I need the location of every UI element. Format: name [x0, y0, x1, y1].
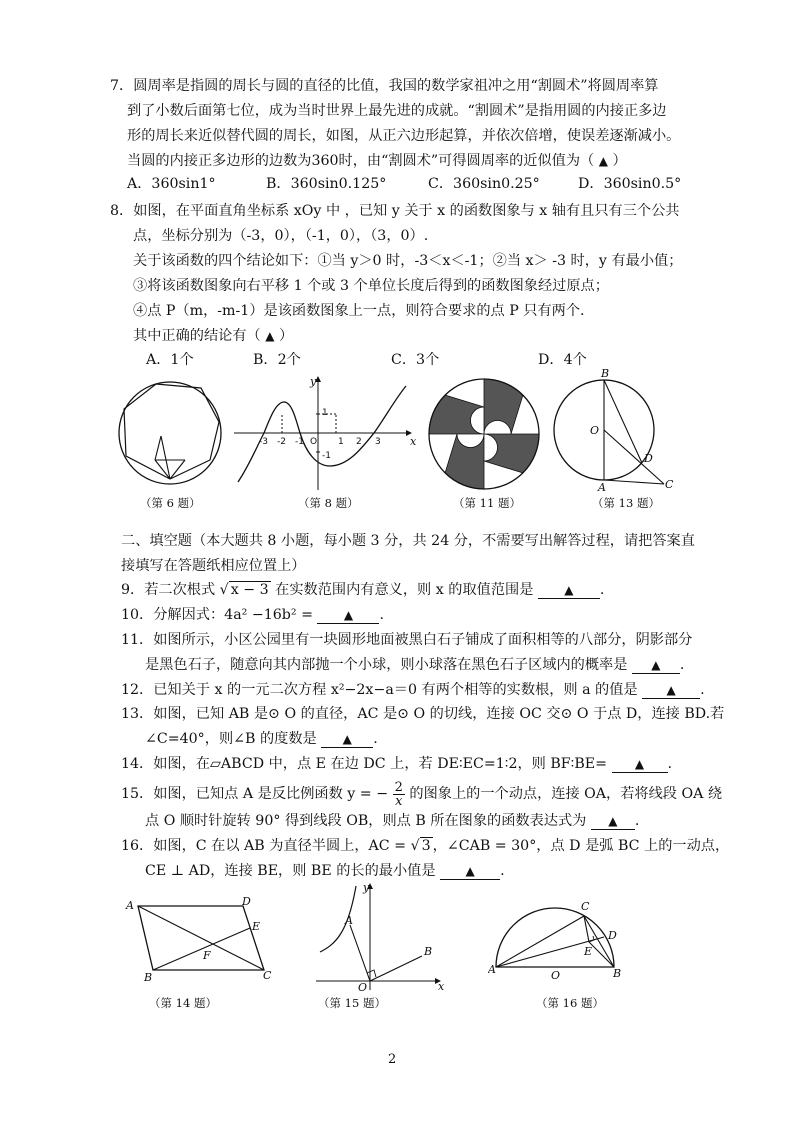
caption-fig6: （第 6 题） [140, 496, 201, 510]
q16-line1 [121, 836, 729, 856]
q8-line2: 点，坐标分别为（-3，0），（-1，0），（3，0）. [133, 228, 429, 244]
fig6-polygon [124, 384, 219, 479]
caption-fig14: （第 14 题） [149, 996, 217, 1010]
fig15-label-x: x [438, 980, 445, 993]
answer-mark: ▲ [342, 732, 352, 746]
section2-heading-line2: 接填写在答题纸相应位置上） [121, 558, 306, 574]
q13-answer-blank[interactable] [321, 731, 373, 748]
figure-11 [428, 378, 540, 490]
caption-fig11: （第 11 题） [453, 496, 521, 510]
fig8-tick-label: 1 [338, 437, 344, 447]
fig14-label-b: B [144, 971, 153, 984]
q7-line2: 到了小数后面第七位，成为当时世界上最先进的成就。“割圆术”是指用圆的内接正多边 [127, 103, 667, 119]
fig6-side [155, 436, 161, 460]
fig16-label-d: D [608, 929, 617, 942]
q9-line: 9．若二次根式 √ x − 3 在实数范围内有意义，则 x 的取值范围是 ▲ . [121, 582, 605, 598]
fig16-label-e: E [584, 945, 593, 958]
fig13-label-o: O [590, 424, 600, 437]
q8-paren-close: ） [278, 328, 294, 344]
fig6-side [170, 460, 185, 479]
fig14-label-e: E [252, 920, 261, 933]
fig14-label-d: D [242, 895, 251, 908]
q8-line3: 关于该函数的四个结论如下：①当 y＞0 时，-3＜x＜-1；②当 x＞ -3 时，y 有最小值； [133, 253, 683, 269]
fig14-label-f: F [203, 949, 211, 962]
fig14-line-be [153, 928, 250, 970]
figure-15 [314, 880, 454, 993]
fig11-pinwheel [429, 379, 539, 489]
fig13-tangent-ac [604, 480, 664, 484]
q15-pre: 15．如图，已知点 A 是反比例函数 y = − [121, 786, 389, 802]
fig8-x-label: x [410, 435, 416, 448]
figure-8 [230, 374, 416, 494]
q8-line1: 8．如图，在平面直角坐标系 xOy 中 ，已知 y 关于 x 的函数图象与 x 轴有且只有三个公共 [110, 203, 680, 219]
q16-answer-blank[interactable] [440, 863, 500, 880]
fig15-label-y: y [363, 881, 370, 894]
q15-text: 点 O 顺时针旋转 90° 得到线段 OB，则点 B 所在图象的函数表达式为 [145, 813, 587, 829]
fig11-black-sector [445, 434, 484, 489]
fig13-line-oc [604, 430, 664, 484]
q10-line: 10．分解因式：4a² −16b² = ▲ . [121, 607, 384, 623]
fraction-denominator: x [395, 793, 403, 809]
q16-post: ，∠CAB = 30°，点 D 是弧 BC 上的一动点， [432, 838, 730, 854]
q7-option-c: C．360sin0.25° [428, 176, 540, 192]
answer-mark: ▲ [634, 757, 645, 771]
fig8-tick-label: -1 [295, 437, 304, 447]
q9-pre: 9．若二次根式 [121, 582, 216, 598]
answer-mark: ▲ [666, 683, 676, 697]
q15-answer-blank[interactable] [591, 813, 635, 830]
q10-answer-blank[interactable] [317, 607, 379, 624]
fig8-tick-label: -3 [259, 437, 268, 447]
q13-line1: 13．如图，已知 AB 是⊙ O 的直径，AC 是⊙ O 的切线，连接 OC 交⊙ O 于点 D，连接 BD.若 [121, 706, 725, 722]
q11-line2: 是黑色石子，随意向其内部抛一个小球，则小球落在黑色石子区域内的概率是 ▲ . [145, 657, 685, 673]
fig14-label-a: A [126, 899, 134, 912]
q8-line4: ③将该函数图象向右平移 1 个或 3 个单位长度后得到的函数图象经过原点； [133, 278, 609, 294]
q8-option-b: B．2个 [253, 352, 301, 368]
q15-line2: 点 O 顺时针旋转 90° 得到线段 OB，则点 B 所在图象的函数表达式为 ▲ . [145, 813, 640, 829]
fig15-label-b: B [424, 945, 433, 958]
q7-line4 [127, 151, 627, 171]
q13-line2: ∠C=40°，则∠B 的度数是 ▲ . [145, 731, 378, 747]
figure-14 [118, 895, 283, 987]
answer-mark: ▲ [465, 864, 475, 878]
fig11-black-sector [484, 434, 539, 473]
figure-16 [488, 895, 628, 987]
fig16-label-a: A [488, 963, 496, 976]
q15-post: 的图象上的一个动点，连接 OA，若将线段 OA 绕 [409, 786, 723, 802]
fig16-label-b: B [613, 967, 622, 980]
q8-option-a: A．1个 [146, 352, 194, 368]
answer-mark: ▲ [343, 608, 354, 622]
fraction-numerator: 2 [394, 779, 403, 795]
fig8-tick-label: -1 [322, 451, 331, 461]
q7-option-b: B．360sin0.125° [266, 176, 387, 192]
q9-post: 在实数范围内有意义，则 x 的取值范围是 [275, 582, 534, 598]
q16-line2: CE ⊥ AD，连接 BE，则 BE 的长的最小值是 ▲ . [145, 863, 505, 879]
q14-answer-blank[interactable] [612, 756, 668, 773]
q10-text: 10．分解因式：4a² −16b² = [121, 607, 313, 623]
q7-paren-close: ） [612, 153, 627, 169]
q15-line1 [121, 780, 722, 808]
caption-fig15: （第 15 题） [318, 996, 386, 1010]
fig13-label-d: D [644, 452, 653, 465]
caption-fig13: （第 13 题） [592, 496, 660, 510]
q9-answer-blank[interactable] [538, 582, 600, 599]
figure-13 [552, 366, 677, 494]
fig11-black-sector [429, 395, 484, 434]
fig13-label-a: A [598, 481, 606, 494]
fig13-label-c: C [665, 478, 674, 491]
answer-mark: ▲ [598, 154, 608, 168]
answer-mark: ▲ [564, 583, 574, 597]
fig14-diagonal-ac [138, 906, 264, 970]
fig8-tick-label: 1 [322, 408, 328, 418]
fraction [393, 781, 405, 808]
page-number: 2 [388, 1052, 397, 1067]
q8-line6 [133, 326, 293, 346]
q16-text: CE ⊥ AD，连接 BE，则 BE 的长的最小值是 [145, 863, 436, 879]
sqrt-expression: √ x − 3 [219, 582, 269, 598]
sqrt-radicand: 3 [421, 838, 431, 854]
fig15-segment-ob [370, 956, 422, 981]
q11-line1: 11．如图所示，小区公园里有一块圆形地面被黑白石子铺成了面积相等的八部分，阴影部分 [121, 632, 693, 648]
answer-mark: ▲ [265, 329, 275, 343]
q8-question: 其中正确的结论有（ [133, 328, 261, 344]
figure-6 [115, 378, 225, 488]
sqrt-expression: √ 3 [410, 838, 431, 854]
caption-fig8: （第 8 题） [298, 496, 359, 510]
section2-heading-line1: 二、填空题（本大题共 8 小题，每小题 3 分，共 24 分，不需要写出解答过程，请把答案直 [121, 533, 695, 549]
q8-option-d: D．4个 [538, 352, 587, 368]
q12-answer-blank[interactable] [642, 682, 700, 699]
q14-line: 14．如图，在▱ABCD 中，点 E 在边 DC 上，若 DE∶EC=1∶2，则 BF∶BE= ▲ . [121, 756, 673, 772]
fig16-line-ac [496, 916, 584, 967]
fig14-label-c: C [263, 969, 272, 982]
fig13-label-b: B [601, 367, 610, 380]
fig15-label-a: A [345, 914, 353, 927]
q7-line3: 形的周长来近似替代圆的周长，如图，从正六边形起算，并依次倍增，使误差逐渐减小。 [127, 128, 681, 144]
fig8-tick-label: 2 [356, 437, 362, 447]
answer-mark: ▲ [608, 814, 618, 828]
q13-text: ∠C=40°，则∠B 的度数是 [145, 731, 317, 747]
q12-line: 12．已知关于 x 的一元二次方程 x²−2x−a＝0 有两个相等的实数根，则 a 的值是 ▲ . [121, 682, 705, 698]
fig8-tick-label: 3 [375, 437, 381, 447]
fig16-label-c: C [581, 900, 590, 913]
q11-answer-blank[interactable] [632, 657, 680, 674]
fig8-tick-label: -2 [277, 437, 286, 447]
q16-pre: 16．如图，C 在以 AB 为直径半圆上，AC = [121, 838, 411, 854]
q7-stem-end: 当圆的内接正多边形的边数为360时，由“割圆术”可得圆周率的近似值为（ [127, 153, 595, 169]
q8-line5: ④点 P（m，-m-1）是该函数图象上一点，则符合要求的点 P 只有两个. [133, 303, 585, 319]
caption-fig16: （第 16 题） [536, 996, 604, 1010]
fig8-curve [238, 386, 406, 482]
q7-line1: 7．圆周率是指圆的周长与圆的直径的比值，我国的数学家祖冲之用“割圆术”将圆周率算 [110, 78, 659, 94]
fig8-origin-label: O [310, 437, 318, 447]
fig8-y-label: y [310, 375, 317, 388]
q8-option-c: C．3个 [391, 352, 440, 368]
fig11-black-sector [484, 379, 523, 434]
q14-text: 14．如图，在▱ABCD 中，点 E 在边 DC 上，若 DE∶EC=1∶2，则 BF∶BE= [121, 756, 607, 772]
q7-option-a: A．360sin1° [127, 176, 216, 192]
answer-mark: ▲ [651, 658, 661, 672]
sqrt-radicand: x − 3 [230, 582, 269, 598]
q7-option-d: D．360sin0.5° [578, 176, 682, 192]
q11-text: 是黑色石子，随意向其内部抛一个小球，则小球落在黑色石子区域内的概率是 [145, 657, 628, 673]
q12-text: 12．已知关于 x 的一元二次方程 x²−2x−a＝0 有两个相等的实数根，则 a 的值是 [121, 682, 638, 698]
fig16-label-o: O [551, 969, 561, 982]
fig15-label-o: O [358, 981, 368, 993]
